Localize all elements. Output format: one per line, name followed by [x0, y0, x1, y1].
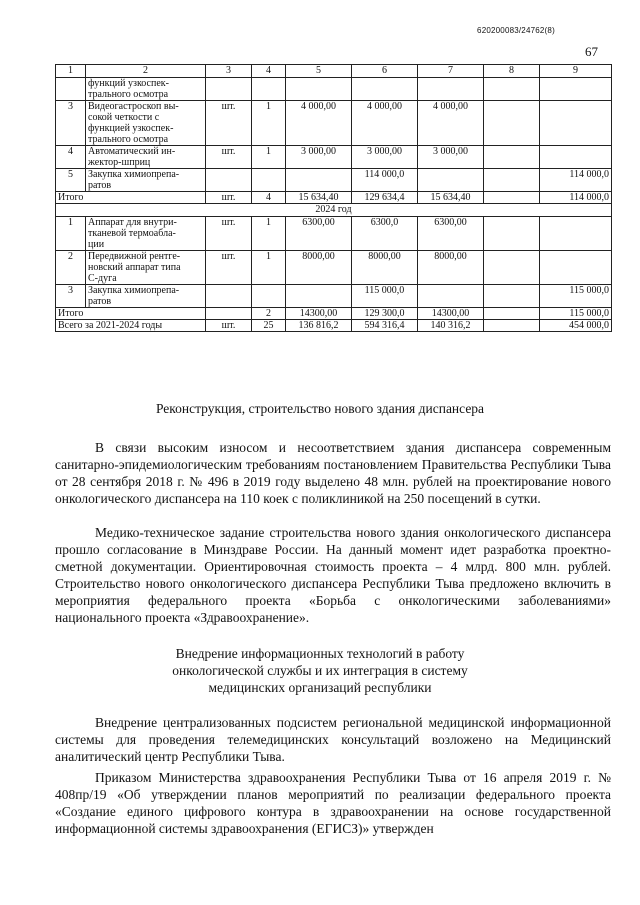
item-name: функций узкоспек- трального осмотра [86, 78, 206, 101]
table-cell [206, 285, 252, 308]
column-number: 4 [252, 65, 286, 78]
table-cell: 25 [252, 320, 286, 332]
table-cell [56, 78, 86, 101]
section-title-it-line: онкологической службы и их интеграция в систему [172, 663, 468, 678]
paragraph: Приказом Министерства здравоохранения Республики Тыва от 16 апреля 2019 г. № 408пр/19 «Об утверждении планов мероприятий по реализации федерального проекта «Создание единого цифрового контура в здравоохранении на основе государственной информационной системы здравоохранения (ЕГИСЗ)» утвержден [55, 770, 611, 836]
table-cell: шт. [206, 146, 252, 169]
column-number: 5 [286, 65, 352, 78]
section-title-it-line: медицинских организаций республики [208, 680, 432, 695]
table-cell [286, 78, 352, 101]
table-cell: 3 [56, 101, 86, 146]
table-cell: 15 634,40 [286, 192, 352, 204]
table-cell [252, 169, 286, 192]
table-cell: 1 [252, 146, 286, 169]
total-row [56, 192, 612, 204]
table-cell: 1 [252, 251, 286, 285]
page-number: 67 [585, 44, 598, 59]
table-cell [484, 320, 540, 332]
table-cell: 1 [252, 101, 286, 146]
table-cell: 8000,00 [286, 251, 352, 285]
total-label: Всего за 2021-2024 годы [56, 320, 206, 332]
table-row [56, 169, 612, 192]
table-cell: 1 [252, 217, 286, 251]
table-cell: 4 000,00 [286, 101, 352, 146]
column-number: 2 [86, 65, 206, 78]
column-number: 6 [352, 65, 418, 78]
table-cell: 3 000,00 [352, 146, 418, 169]
table-cell: 2 [56, 251, 86, 285]
table-cell [540, 146, 612, 169]
item-name: Автоматический ин- жектор-шприц [86, 146, 206, 169]
table-cell [484, 78, 540, 101]
table-cell [418, 285, 484, 308]
column-number: 3 [206, 65, 252, 78]
column-number: 7 [418, 65, 484, 78]
table-row [56, 78, 612, 101]
paragraph: Внедрение централизованных подсистем региональной медицинской информационной системы для проведения телемедицинских консультаций возложено на Медицинский аналитический центр Республики Тыва. [55, 715, 611, 764]
table-cell: 129 634,4 [352, 192, 418, 204]
column-number: 8 [484, 65, 540, 78]
item-name: Закупка химиопрепа- ратов [86, 169, 206, 192]
total-label: Итого [56, 308, 206, 320]
table-cell: 115 000,0 [540, 308, 612, 320]
table-cell [286, 285, 352, 308]
table-cell: 3 000,00 [286, 146, 352, 169]
table-cell: 8000,00 [352, 251, 418, 285]
table-cell: 4 [252, 192, 286, 204]
table-row [56, 251, 612, 285]
table-cell [352, 78, 418, 101]
paragraph: Медико-техническое задание строительства нового здания онкологического диспансера прошло согласование в Минздраве России. На данный момент идет разработка проектно-сметной документации. Ориентировочная стоимость проекта – 4 млрд. 800 млн. рублей. Строительство нового онкологического диспансера Республики Тыва предложено включить в мероприятия федерального проекта «Борьба с онкологическими заболеваниями» национального проекта «Здравоохранение». [55, 525, 611, 625]
table-cell [252, 78, 286, 101]
item-name: Аппарат для внутри- тканевой термоабла- ции [86, 217, 206, 251]
item-name: Закупка химиопрепа- ратов [86, 285, 206, 308]
table-cell: 115 000,0 [352, 285, 418, 308]
table-cell [484, 146, 540, 169]
table-cell [484, 217, 540, 251]
table-cell: 114 000,0 [352, 169, 418, 192]
table-cell [540, 217, 612, 251]
section-title-reconstruction: Реконструкция, строительство нового здания диспансера [155, 401, 485, 416]
table-cell [286, 169, 352, 192]
table-cell [206, 169, 252, 192]
table-cell: 14300,00 [418, 308, 484, 320]
table-cell: 114 000,0 [540, 169, 612, 192]
section-title-it-line: Внедрение информационных технологий в работу [175, 646, 465, 661]
document-number: 620200083/24762(8) [477, 26, 555, 35]
table-cell [206, 78, 252, 101]
table-cell: шт. [206, 217, 252, 251]
item-name: Видеогастроскоп вы- сокой четкости с функцией узкоспек- трального осмотра [86, 101, 206, 146]
table-cell: 14300,00 [286, 308, 352, 320]
table-row [56, 101, 612, 146]
table-cell [540, 101, 612, 146]
table-cell: шт. [206, 251, 252, 285]
table-cell [484, 285, 540, 308]
table-cell [484, 251, 540, 285]
table-cell [540, 78, 612, 101]
table-cell: 6300,00 [286, 217, 352, 251]
table-cell: шт. [206, 192, 252, 204]
table-cell: 129 300,0 [352, 308, 418, 320]
table-cell: 5 [56, 169, 86, 192]
table-cell [418, 78, 484, 101]
table-cell: 140 316,2 [418, 320, 484, 332]
table-cell: 1 [56, 217, 86, 251]
table-cell [484, 192, 540, 204]
table-cell: 136 816,2 [286, 320, 352, 332]
table-header-row [56, 65, 612, 78]
total-row [56, 320, 612, 332]
table-cell [418, 169, 484, 192]
table-row [56, 146, 612, 169]
table-cell [484, 308, 540, 320]
table-cell: шт. [206, 101, 252, 146]
table-row [56, 285, 612, 308]
table-cell [206, 308, 252, 320]
table-cell: 3 000,00 [418, 146, 484, 169]
year-row [56, 204, 612, 217]
item-name: Передвижной рентге- новский аппарат типа С-дуга [86, 251, 206, 285]
budget-table [55, 64, 612, 332]
year-label: 2024 год [56, 204, 612, 217]
table-cell: 6300,00 [418, 217, 484, 251]
table-cell [484, 169, 540, 192]
table-cell: 114 000,0 [540, 192, 612, 204]
total-label: Итого [56, 192, 206, 204]
column-number: 9 [540, 65, 612, 78]
table-cell: 454 000,0 [540, 320, 612, 332]
table-cell: 594 316,4 [352, 320, 418, 332]
table-cell: 4 [56, 146, 86, 169]
table-cell: 2 [252, 308, 286, 320]
paragraph: В связи высоким износом и несоответствием здания диспансера современным санитарно-эпидемиологическим требованиям постановлением Правительства Республики Тыва от 28 сентября 2018 г. № 496 в 2019 году выделено 48 млн. рублей на проектирование нового онкологического диспансера на 110 коек с поликлиникой на 250 посещений в сутки. [55, 440, 611, 506]
total-row [56, 308, 612, 320]
column-number: 1 [56, 65, 86, 78]
table-row [56, 217, 612, 251]
table-cell: 4 000,00 [352, 101, 418, 146]
table-cell: 8000,00 [418, 251, 484, 285]
table-cell: 3 [56, 285, 86, 308]
table-cell: 4 000,00 [418, 101, 484, 146]
table-cell: 6300,0 [352, 217, 418, 251]
table-cell: 15 634,40 [418, 192, 484, 204]
table-cell [540, 251, 612, 285]
table-cell [252, 285, 286, 308]
table-cell: шт. [206, 320, 252, 332]
table-cell: 115 000,0 [540, 285, 612, 308]
table-cell [484, 101, 540, 146]
